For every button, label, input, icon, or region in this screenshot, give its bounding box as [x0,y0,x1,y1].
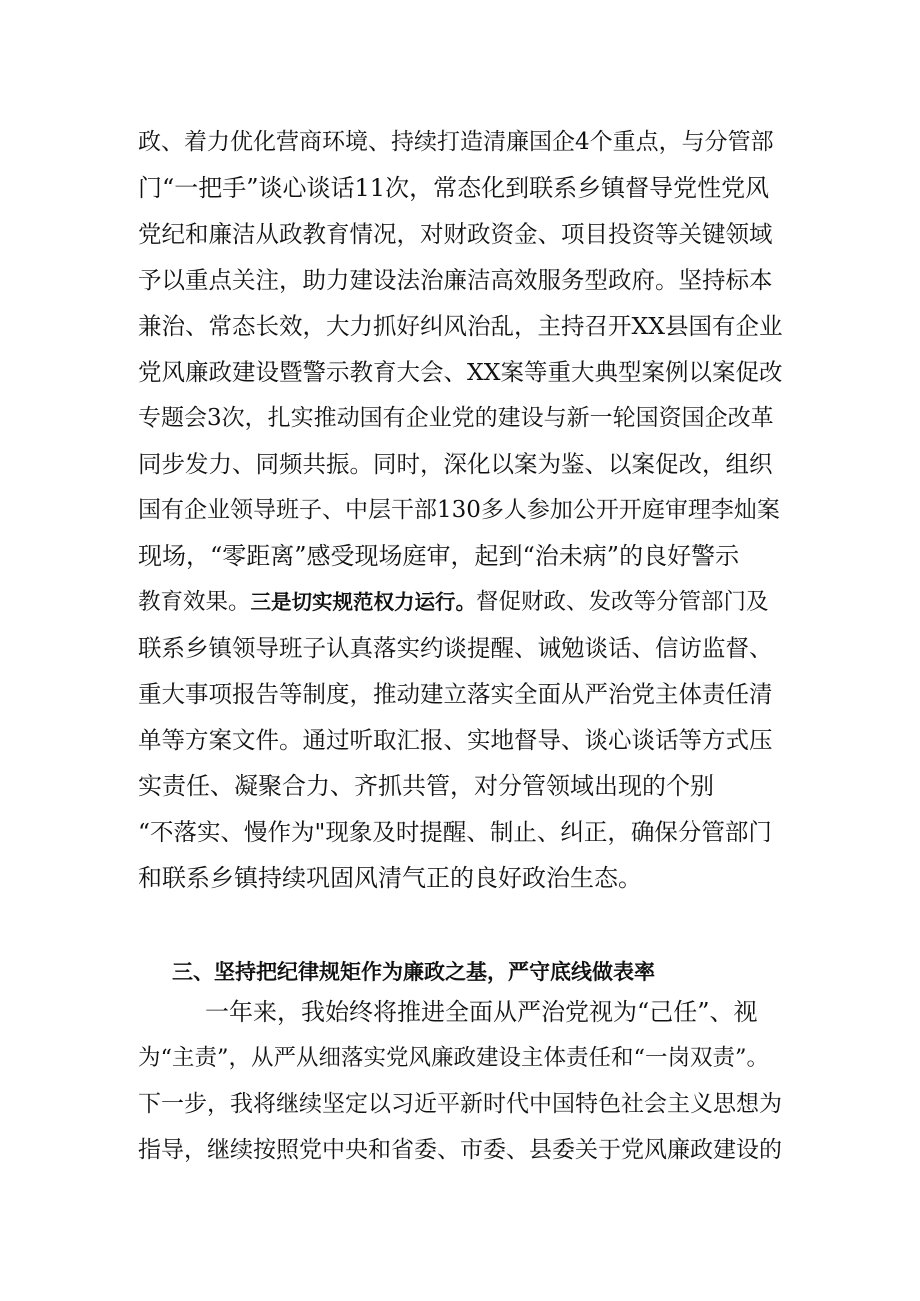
body-line-20: 下一步，我将继续坚定以习近平新时代中国特色社会主义思想为 [138,1091,782,1117]
body-line-18: 一年来，我始终将推进全面从严治党视为“己任”、视 [205,998,758,1026]
body-line-8: 同步发力、同频共振。同时，深化以案为鉴、以案促改，组织 [138,450,773,478]
body-line-7: 专题会3次，扎实推动国有企业党的建设与新一轮国资国企改革 [138,405,774,431]
body-line-10: 现场，“零距离”感受现场庭审，起到“治未病”的良好警示 [138,542,740,570]
body-line-21: 指导，继续按照党中央和省委、市委、县委关于党风廉政建设的 [138,1137,782,1163]
body-line-5: 兼治、常态长效，大力抓好纠风治乱，主持召开XX县国有企业 [138,312,783,340]
body-line-1: 政、着力优化营商环境、持续打造清廉国企4个重点，与分管部 [138,129,774,155]
section-three-heading: 三、坚持把纪律规矩作为廉政之基，严守底线做表率 [172,960,655,984]
body-line-19: 为“主责”，从严从细落实党风廉政建设主体责任和“一岗双责”。 [138,1045,770,1071]
body-line-11 [138,586,769,618]
body-line-13: 重大事项报告等制度，推动建立落实全面从严治党主体责任清 [138,680,773,708]
body-line-4: 予以重点关注，助力建设法治廉洁高效服务型政府。坚持标本 [138,266,773,294]
body-line-17: 和联系乡镇持续巩固风清气正的良好政治生态。 [138,864,642,892]
body-line-16: “不落实、慢作为"现象及时提醒、制止、纠正，确保分管部门 [138,818,772,846]
body-line-12: 联系乡镇领导班子认真落实约谈提醒、诫勉谈话、信访监督、 [138,634,773,662]
body-line-15: 实责任、凝聚合力、齐抓共管，对分管领域出现的个别 [138,772,714,800]
body-line-3: 党纪和廉洁从政教育情况，对财政资金、项目投资等关键领域 [138,220,773,248]
body-line-6: 党风廉政建设暨警示教育大会、XX案等重大典型案例以案促改 [138,358,783,386]
body-line-2: 门“一把手”谈心谈话11次，常态化到联系乡镇督导党性党风 [138,174,770,202]
body-line-9: 国有企业领导班子、中层干部130多人参加公开开庭审理李灿案 [138,497,780,523]
body-line-14: 单等方案文件。通过听取汇报、实地督导、谈心谈话等方式压 [138,726,773,754]
line-11-end: 督促财政、发改等分管部门及 [476,589,769,615]
line-11-start: 教育效果。 [138,589,251,615]
subpoint-three-heading: 三是切实规范权力运行。 [250,590,477,614]
